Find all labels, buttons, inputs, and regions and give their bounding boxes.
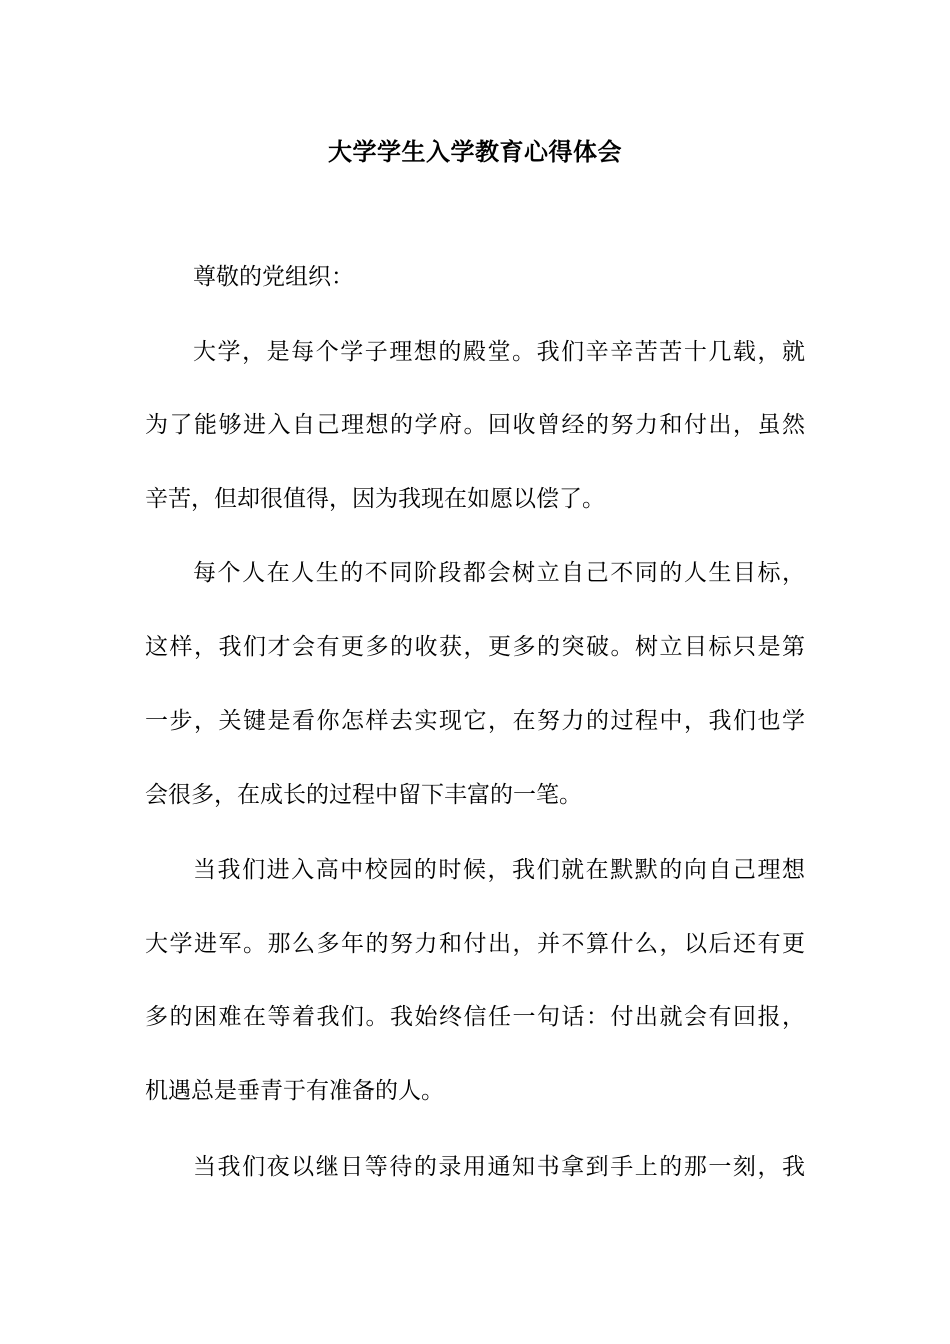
paragraph-3-line-2: 大学进军。那么多年的努力和付出，并不算什么，以后还有更 — [145, 931, 805, 957]
paragraph-4-line-1: 当我们夜以继日等待的录用通知书拿到手上的那一刻，我 — [193, 1154, 805, 1180]
paragraph-2-line-3: 一步，关键是看你怎样去实现它，在努力的过程中，我们也学 — [145, 708, 805, 734]
document-title: 大学学生入学教育心得体会 — [328, 137, 622, 166]
paragraph-2-line-2: 这样，我们才会有更多的收获，更多的突破。树立目标只是第 — [145, 634, 805, 660]
paragraph-1-line-1: 大学，是每个学子理想的殿堂。我们辛辛苦苦十几载，就 — [193, 339, 805, 365]
paragraph-1-line-3: 辛苦，但却很值得，因为我现在如愿以偿了。 — [145, 486, 605, 512]
paragraph-3-line-4: 机遇总是垂青于有准备的人。 — [145, 1078, 444, 1104]
paragraph-2-line-4: 会很多，在成长的过程中留下丰富的一笔。 — [145, 782, 582, 808]
paragraph-3-line-3: 多的困难在等着我们。我始终信任一句话：付出就会有回报， — [145, 1004, 805, 1030]
salutation-line: 尊敬的党组织： — [193, 264, 354, 290]
paragraph-1-line-2: 为了能够进入自己理想的学府。回收曾经的努力和付出，虽然 — [145, 412, 805, 438]
paragraph-3-line-1: 当我们进入高中校园的时候，我们就在默默的向自己理想 — [193, 857, 805, 883]
paragraph-2-line-1: 每个人在人生的不同阶段都会树立自己不同的人生目标， — [193, 560, 805, 586]
